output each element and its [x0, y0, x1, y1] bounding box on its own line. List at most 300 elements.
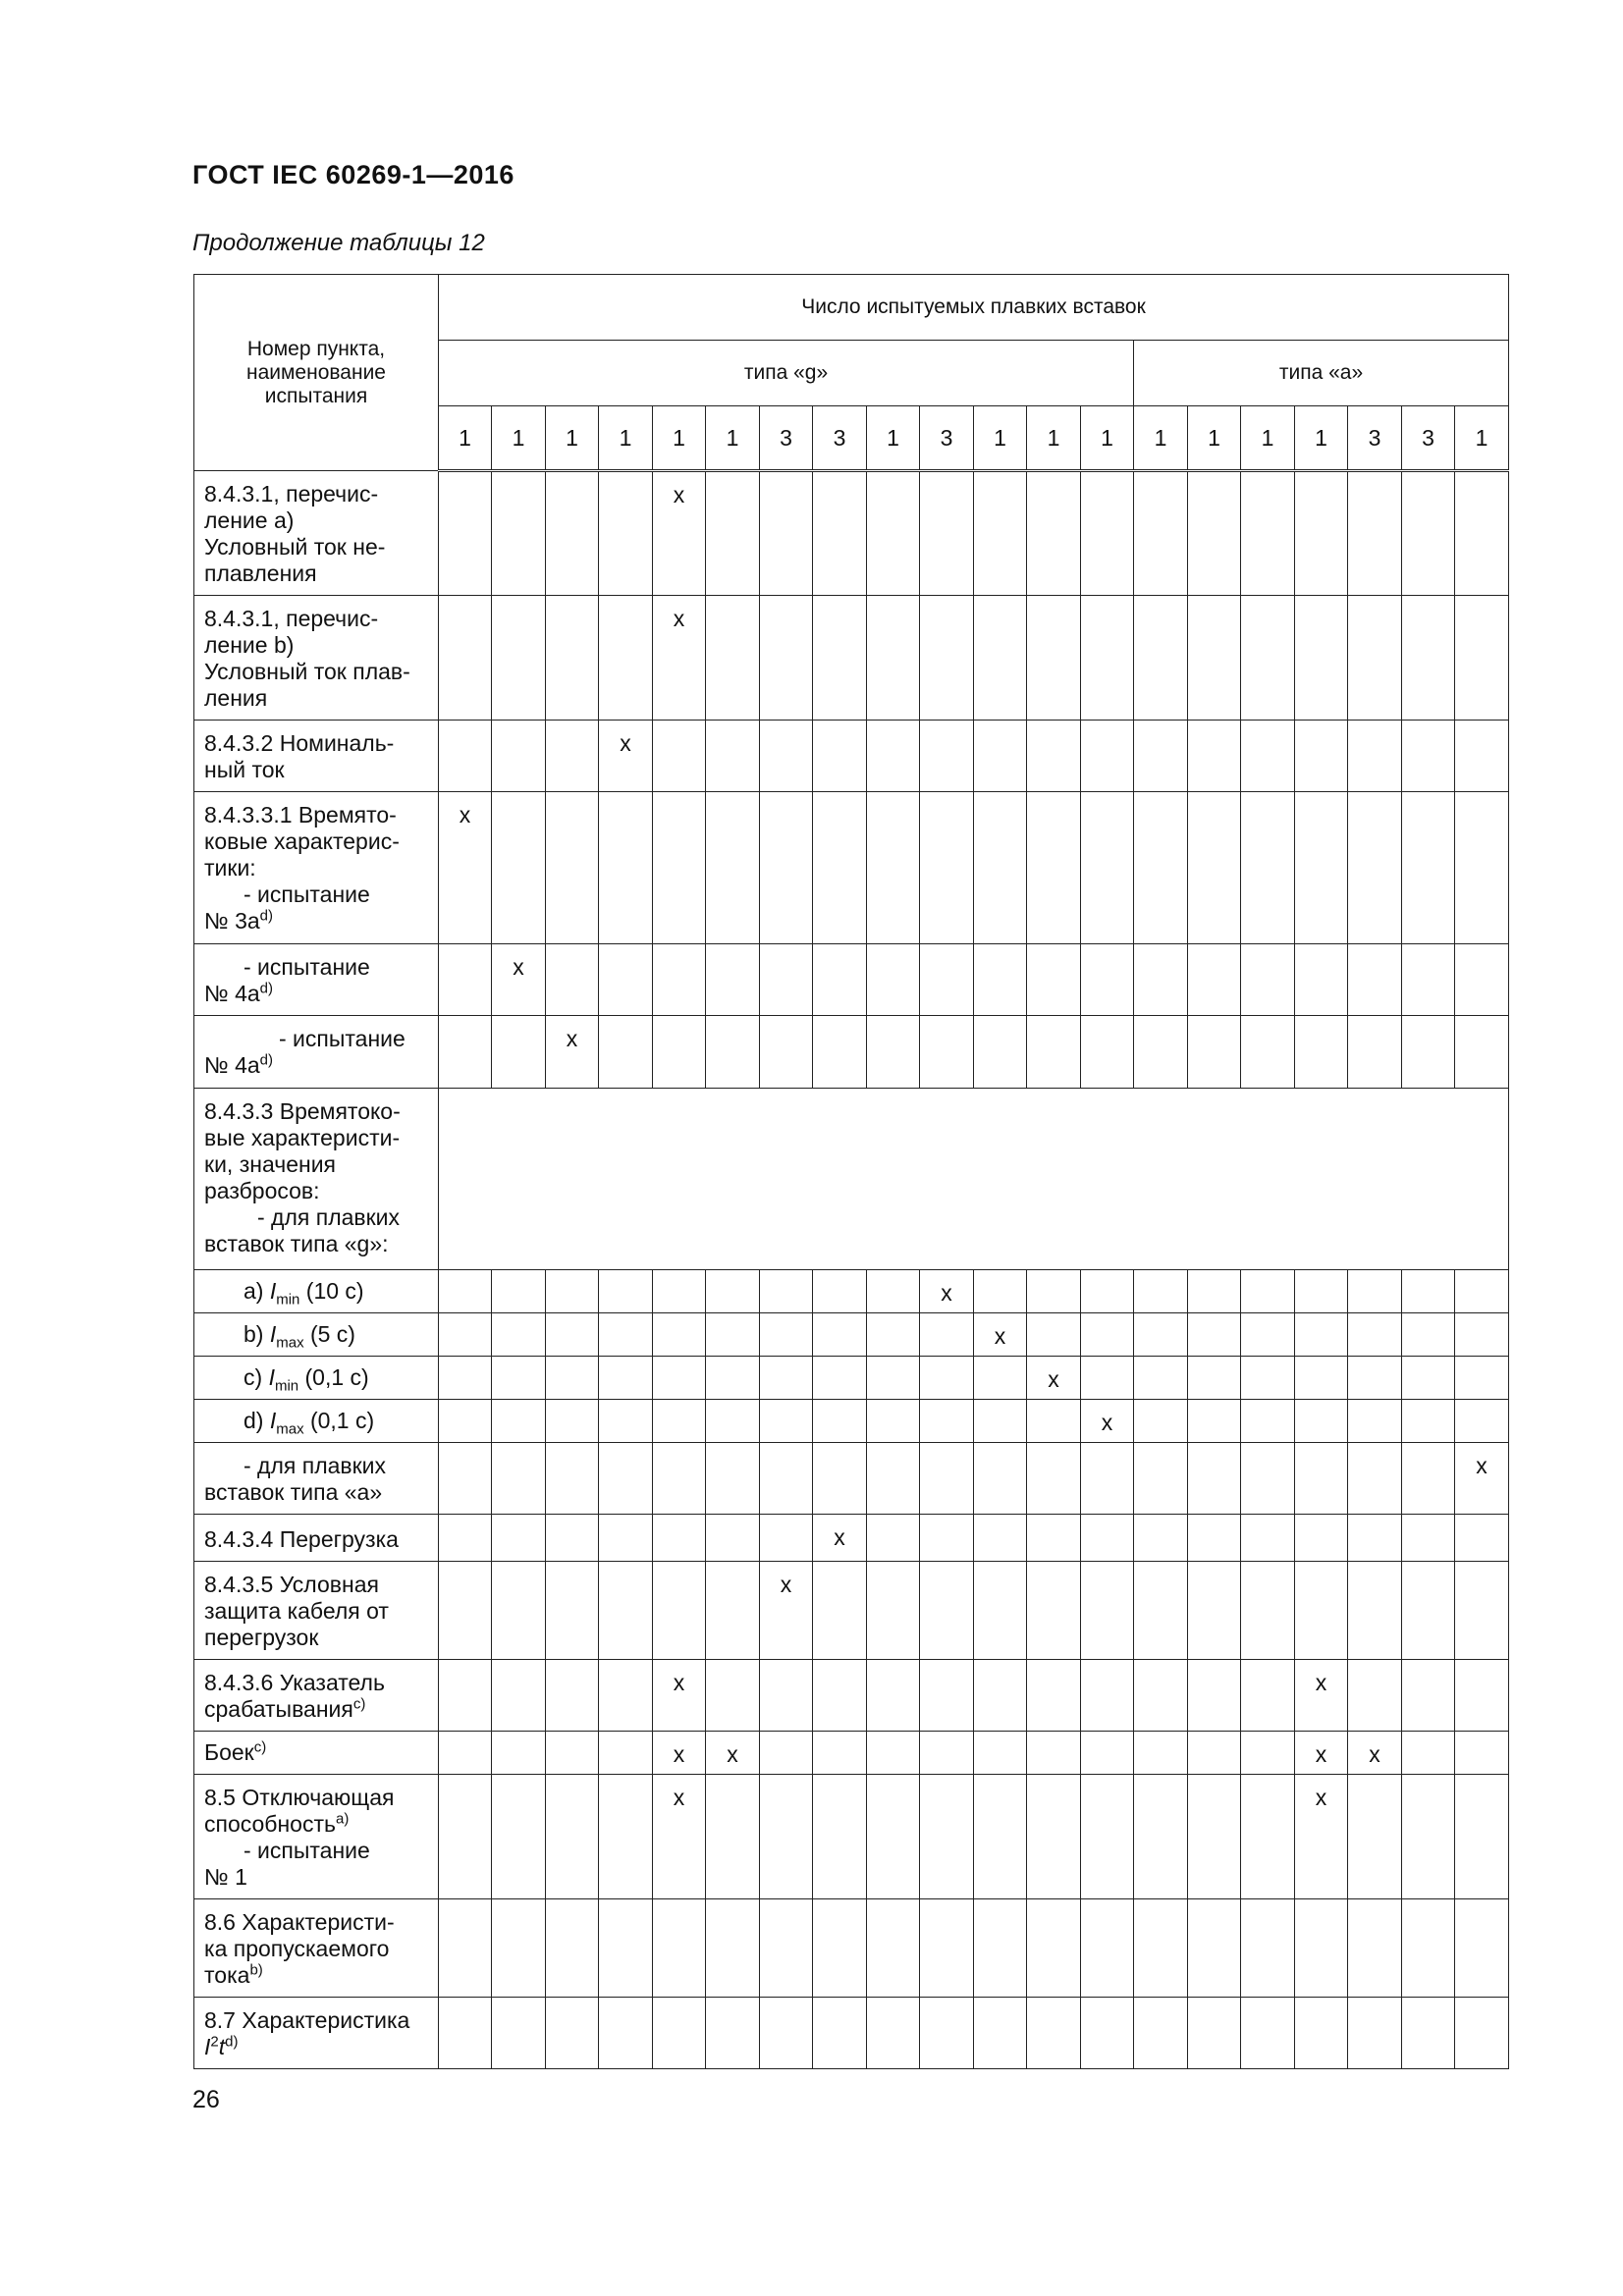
mark-cell: x [760, 1562, 813, 1660]
empty-cell [867, 1400, 920, 1443]
empty-cell [1188, 471, 1241, 596]
empty-cell [439, 1443, 492, 1515]
empty-cell [813, 1732, 867, 1775]
empty-cell [706, 1899, 760, 1998]
table-caption: Продолжение таблицы 12 [192, 230, 485, 256]
empty-cell [974, 1775, 1027, 1899]
empty-cell [1241, 1732, 1295, 1775]
empty-cell [653, 792, 706, 944]
empty-cell [1027, 1313, 1081, 1357]
empty-cell [760, 1660, 813, 1732]
empty-cell [813, 471, 867, 596]
empty-cell [1348, 471, 1402, 596]
empty-cell [974, 1400, 1027, 1443]
empty-cell [1188, 1313, 1241, 1357]
empty-cell [439, 1357, 492, 1400]
empty-cell [1081, 1443, 1134, 1515]
empty-cell [1134, 596, 1188, 721]
empty-cell [1295, 1443, 1348, 1515]
empty-cell [706, 1357, 760, 1400]
empty-cell [1455, 1562, 1509, 1660]
mark-cell: x [653, 596, 706, 721]
empty-cell [1402, 944, 1455, 1016]
empty-cell [1027, 596, 1081, 721]
empty-cell [599, 1562, 653, 1660]
empty-cell [1455, 596, 1509, 721]
empty-cell [760, 1270, 813, 1313]
empty-cell [1348, 1270, 1402, 1313]
empty-cell [813, 1660, 867, 1732]
empty-cell [599, 792, 653, 944]
empty-cell [1295, 792, 1348, 944]
empty-cell [599, 1515, 653, 1562]
empty-cell [867, 721, 920, 792]
empty-cell [1455, 1313, 1509, 1357]
empty-cell [1188, 1775, 1241, 1899]
mark-cell: x [653, 1732, 706, 1775]
empty-cell [1027, 721, 1081, 792]
empty-cell [1188, 944, 1241, 1016]
mark-cell: x [920, 1270, 974, 1313]
empty-cell [974, 1660, 1027, 1732]
empty-cell [546, 1775, 599, 1899]
empty-cell [760, 596, 813, 721]
sample-count-cell: 1 [1134, 406, 1188, 471]
empty-cell [974, 721, 1027, 792]
empty-cell [1241, 792, 1295, 944]
empty-cell [653, 1562, 706, 1660]
empty-cell [1402, 1443, 1455, 1515]
empty-cell [1134, 471, 1188, 596]
empty-cell [813, 1899, 867, 1998]
empty-cell [1295, 1515, 1348, 1562]
empty-cell [546, 1400, 599, 1443]
empty-cell [706, 1313, 760, 1357]
empty-cell [1402, 792, 1455, 944]
empty-cell [867, 944, 920, 1016]
empty-cell [599, 1660, 653, 1732]
empty-cell [492, 1998, 546, 2069]
empty-cell [1348, 792, 1402, 944]
empty-cell [920, 721, 974, 792]
mark-cell: x [653, 1660, 706, 1732]
row-label: 8.4.3.3 Времятоко- вые характеристи- ки, значения разбросов: - для плавких вставок типа «g»: [194, 1089, 439, 1270]
empty-cell [1348, 1400, 1402, 1443]
empty-cell [1027, 471, 1081, 596]
empty-cell [1081, 596, 1134, 721]
row-label: - для плавких вставок типа «a» [194, 1443, 439, 1515]
empty-cell [974, 1515, 1027, 1562]
empty-cell [1188, 1515, 1241, 1562]
empty-cell [546, 471, 599, 596]
empty-cell [1241, 1899, 1295, 1998]
empty-cell [492, 471, 546, 596]
empty-cell [1081, 1016, 1134, 1089]
sample-count-cell: 1 [439, 406, 492, 471]
mark-cell: x [1027, 1357, 1081, 1400]
row-label: 8.4.3.4 Перегрузка [194, 1515, 439, 1562]
empty-cell [1241, 1357, 1295, 1400]
sample-count-cell: 1 [546, 406, 599, 471]
empty-cell [599, 944, 653, 1016]
empty-cell [1081, 471, 1134, 596]
empty-cell [974, 1998, 1027, 2069]
empty-cell [1188, 721, 1241, 792]
empty-cell [1027, 1660, 1081, 1732]
empty-cell [760, 1775, 813, 1899]
empty-cell [1188, 1998, 1241, 2069]
empty-cell [653, 1016, 706, 1089]
empty-cell [439, 596, 492, 721]
empty-cell [920, 471, 974, 596]
empty-cell [599, 1400, 653, 1443]
empty-cell [1295, 1562, 1348, 1660]
empty-cell [1348, 1562, 1402, 1660]
empty-cell [920, 1016, 974, 1089]
mark-cell: x [706, 1732, 760, 1775]
empty-cell [1348, 1016, 1402, 1089]
sample-count-cell: 1 [1027, 406, 1081, 471]
empty-cell [492, 1562, 546, 1660]
empty-cell [1455, 1270, 1509, 1313]
empty-cell [813, 1357, 867, 1400]
mark-cell: x [492, 944, 546, 1016]
mark-cell: x [813, 1515, 867, 1562]
empty-cell [546, 1443, 599, 1515]
empty-cell [1455, 1515, 1509, 1562]
empty-cell [599, 1998, 653, 2069]
empty-cell [1134, 1357, 1188, 1400]
empty-cell [1134, 1732, 1188, 1775]
empty-cell [1402, 1660, 1455, 1732]
empty-cell [1134, 1515, 1188, 1562]
mark-cell: x [1348, 1732, 1402, 1775]
empty-cell [1402, 1775, 1455, 1899]
empty-cell [760, 1443, 813, 1515]
empty-cell [760, 1732, 813, 1775]
empty-cell [1295, 1998, 1348, 2069]
empty-cell [1188, 1400, 1241, 1443]
empty-cell [1455, 471, 1509, 596]
empty-cell [760, 1998, 813, 2069]
empty-cell [546, 792, 599, 944]
empty-cell [706, 721, 760, 792]
empty-cell [599, 471, 653, 596]
empty-cell [439, 1016, 492, 1089]
empty-cell [546, 1270, 599, 1313]
mark-cell: x [653, 1775, 706, 1899]
empty-cell [1402, 1016, 1455, 1089]
empty-cell [1134, 792, 1188, 944]
empty-cell [1081, 1515, 1134, 1562]
empty-cell [974, 1357, 1027, 1400]
empty-cell [492, 596, 546, 721]
empty-cell [1348, 1357, 1402, 1400]
empty-cell [760, 1515, 813, 1562]
page-number: 26 [192, 2086, 220, 2113]
empty-cell [492, 1400, 546, 1443]
empty-cell [546, 721, 599, 792]
empty-cell [867, 596, 920, 721]
empty-cell [1402, 1313, 1455, 1357]
empty-cell [813, 1400, 867, 1443]
empty-cell [760, 1400, 813, 1443]
empty-cell [1402, 596, 1455, 721]
empty-cell [1027, 1775, 1081, 1899]
empty-cell [813, 1775, 867, 1899]
empty-cell [974, 1562, 1027, 1660]
row-label: c) $I_{min}$ (0,1 c) [194, 1357, 439, 1400]
row-label: 8.6 Характеристи- ка пропускаемого тока$^{b)}$ [194, 1899, 439, 1998]
empty-cell [920, 792, 974, 944]
empty-cell [1295, 1313, 1348, 1357]
empty-cell [1455, 1016, 1509, 1089]
row-label: 8.4.3.1, перечис- ление b) Условный ток плав- ления [194, 596, 439, 721]
empty-cell [706, 1515, 760, 1562]
empty-cell [1402, 721, 1455, 792]
empty-cell [1455, 1660, 1509, 1732]
empty-cell [920, 1443, 974, 1515]
empty-cell [599, 1775, 653, 1899]
empty-cell [867, 1016, 920, 1089]
empty-cell [653, 1899, 706, 1998]
empty-cell [1348, 1899, 1402, 1998]
empty-cell [1295, 1899, 1348, 1998]
empty-cell [1402, 1732, 1455, 1775]
empty-cell [1027, 1562, 1081, 1660]
empty-cell [920, 1515, 974, 1562]
header-clause-name: Номер пункта, наименование испытания [194, 275, 439, 471]
empty-cell [1081, 792, 1134, 944]
empty-cell [1402, 1562, 1455, 1660]
header-type-g: типа «g» [439, 341, 1134, 406]
empty-cell [1081, 721, 1134, 792]
empty-cell [653, 1357, 706, 1400]
empty-cell [813, 1562, 867, 1660]
empty-cell [974, 1732, 1027, 1775]
empty-cell [1348, 1313, 1402, 1357]
empty-cell [867, 1443, 920, 1515]
mark-cell: x [1295, 1775, 1348, 1899]
empty-cell [1134, 1998, 1188, 2069]
empty-cell [492, 1270, 546, 1313]
empty-cell [1295, 944, 1348, 1016]
empty-cell [1348, 1660, 1402, 1732]
empty-cell [653, 721, 706, 792]
empty-cell [1027, 1515, 1081, 1562]
empty-cell [1241, 1400, 1295, 1443]
header-type-a: типа «a» [1134, 341, 1509, 406]
empty-cell [813, 944, 867, 1016]
empty-cell [1081, 1313, 1134, 1357]
empty-cell [439, 1562, 492, 1660]
empty-cell [1027, 1732, 1081, 1775]
empty-cell [1134, 1660, 1188, 1732]
empty-cell [439, 721, 492, 792]
sample-count-cell: 1 [1241, 406, 1295, 471]
empty-cell [1134, 1899, 1188, 1998]
empty-cell [546, 1515, 599, 1562]
empty-cell [760, 1357, 813, 1400]
empty-cell [867, 1515, 920, 1562]
empty-cell [599, 1016, 653, 1089]
empty-cell [546, 944, 599, 1016]
empty-cell [1188, 1016, 1241, 1089]
empty-merged-cell [439, 1089, 1509, 1270]
empty-cell [1081, 1562, 1134, 1660]
empty-cell [546, 1357, 599, 1400]
empty-cell [974, 1899, 1027, 1998]
empty-cell [1455, 1732, 1509, 1775]
empty-cell [492, 721, 546, 792]
empty-cell [1188, 596, 1241, 721]
empty-cell [1134, 1443, 1188, 1515]
empty-cell [1081, 944, 1134, 1016]
mark-cell: x [653, 471, 706, 596]
empty-cell [1134, 1775, 1188, 1899]
empty-cell [1188, 1270, 1241, 1313]
empty-cell [1348, 1775, 1402, 1899]
empty-cell [439, 1732, 492, 1775]
empty-cell [439, 1998, 492, 2069]
empty-cell [1402, 1357, 1455, 1400]
empty-cell [813, 1998, 867, 2069]
empty-cell [867, 792, 920, 944]
mark-cell: x [1295, 1732, 1348, 1775]
sample-count-cell: 3 [760, 406, 813, 471]
empty-cell [546, 596, 599, 721]
empty-cell [1295, 1357, 1348, 1400]
empty-cell [1081, 1660, 1134, 1732]
sample-count-cell: 3 [1402, 406, 1455, 471]
row-label: - испытание № $4a^{d)}$ [194, 1016, 439, 1089]
empty-cell [706, 1443, 760, 1515]
empty-cell [974, 944, 1027, 1016]
empty-cell [546, 1998, 599, 2069]
empty-cell [1295, 1016, 1348, 1089]
empty-cell [813, 792, 867, 944]
empty-cell [1134, 1313, 1188, 1357]
empty-cell [1027, 1443, 1081, 1515]
empty-cell [920, 1998, 974, 2069]
sample-count-cell: 1 [599, 406, 653, 471]
empty-cell [1348, 596, 1402, 721]
empty-cell [1241, 1998, 1295, 2069]
empty-cell [1188, 1660, 1241, 1732]
empty-cell [653, 1270, 706, 1313]
row-label: 8.4.3.6 Указатель срабатывания$^{c)}$ [194, 1660, 439, 1732]
empty-cell [1455, 1775, 1509, 1899]
empty-cell [706, 1775, 760, 1899]
empty-cell [867, 1732, 920, 1775]
empty-cell [920, 1660, 974, 1732]
empty-cell [439, 1400, 492, 1443]
empty-cell [1295, 1400, 1348, 1443]
empty-cell [546, 1732, 599, 1775]
empty-cell [439, 1775, 492, 1899]
empty-cell [492, 1016, 546, 1089]
mark-cell: x [439, 792, 492, 944]
empty-cell [867, 1775, 920, 1899]
empty-cell [920, 1732, 974, 1775]
empty-cell [1348, 944, 1402, 1016]
sample-count-cell: 1 [1188, 406, 1241, 471]
empty-cell [599, 1732, 653, 1775]
empty-cell [1027, 1270, 1081, 1313]
empty-cell [653, 1400, 706, 1443]
empty-cell [439, 1313, 492, 1357]
sample-count-cell: 1 [706, 406, 760, 471]
empty-cell [492, 792, 546, 944]
empty-cell [1295, 471, 1348, 596]
empty-cell [653, 1443, 706, 1515]
mark-cell: x [1295, 1660, 1348, 1732]
row-label: - испытание № $4a^{d)}$ [194, 944, 439, 1016]
empty-cell [1027, 1998, 1081, 2069]
empty-cell [1134, 721, 1188, 792]
row-label: 8.4.3.1, перечис- ление a) Условный ток не- плавления [194, 471, 439, 596]
empty-cell [1188, 1899, 1241, 1998]
empty-cell [1241, 1313, 1295, 1357]
empty-cell [706, 944, 760, 1016]
empty-cell [492, 1660, 546, 1732]
sample-count-cell: 3 [920, 406, 974, 471]
empty-cell [439, 471, 492, 596]
empty-cell [1134, 944, 1188, 1016]
empty-cell [1188, 1562, 1241, 1660]
empty-cell [760, 792, 813, 944]
empty-cell [653, 1998, 706, 2069]
empty-cell [974, 792, 1027, 944]
empty-cell [920, 596, 974, 721]
empty-cell [599, 1270, 653, 1313]
empty-cell [1348, 1443, 1402, 1515]
empty-cell [653, 1313, 706, 1357]
sample-count-cell: 3 [1348, 406, 1402, 471]
empty-cell [1241, 1562, 1295, 1660]
empty-cell [1188, 1732, 1241, 1775]
empty-cell [1402, 1899, 1455, 1998]
empty-cell [1402, 1998, 1455, 2069]
empty-cell [760, 721, 813, 792]
empty-cell [1455, 1998, 1509, 2069]
empty-cell [439, 1899, 492, 1998]
empty-cell [974, 596, 1027, 721]
empty-cell [546, 1660, 599, 1732]
document-header: ГОСТ IEC 60269-1—2016 [192, 160, 514, 189]
empty-cell [920, 944, 974, 1016]
empty-cell [492, 1443, 546, 1515]
empty-cell [492, 1515, 546, 1562]
empty-cell [1455, 944, 1509, 1016]
empty-cell [867, 1998, 920, 2069]
empty-cell [1241, 1443, 1295, 1515]
empty-cell [1241, 1270, 1295, 1313]
empty-cell [1134, 1562, 1188, 1660]
empty-cell [1455, 721, 1509, 792]
empty-cell [439, 944, 492, 1016]
empty-cell [760, 1313, 813, 1357]
row-label: 8.4.3.2 Номиналь- ный ток [194, 721, 439, 792]
empty-cell [1348, 721, 1402, 792]
mark-cell: x [599, 721, 653, 792]
empty-cell [1348, 1515, 1402, 1562]
row-label: d) $I_{max}$ (0,1 c) [194, 1400, 439, 1443]
empty-cell [1241, 1515, 1295, 1562]
empty-cell [1402, 1400, 1455, 1443]
empty-cell [1027, 1016, 1081, 1089]
mark-cell: x [546, 1016, 599, 1089]
